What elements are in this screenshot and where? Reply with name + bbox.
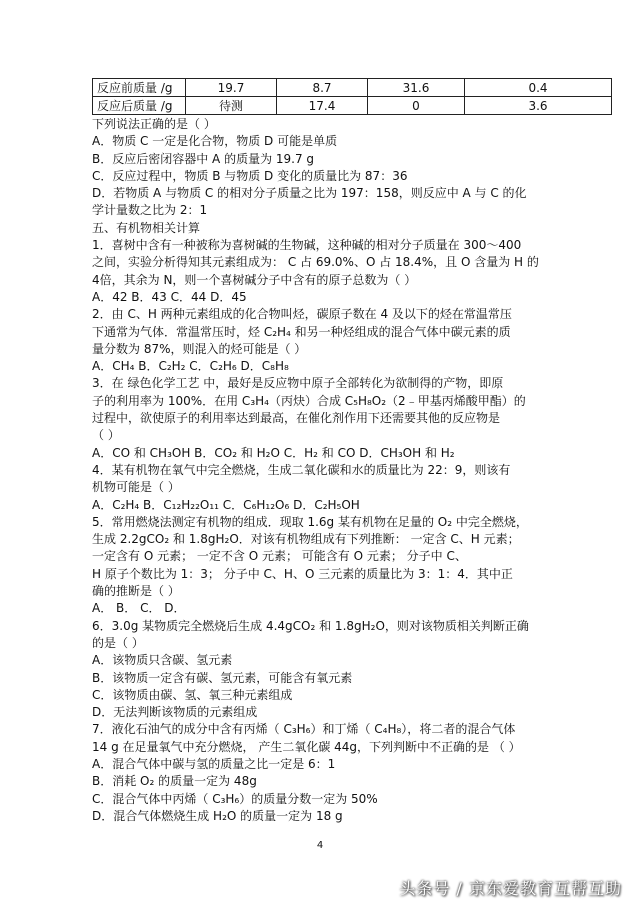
text-line: C．混合气体中丙烯（ C₃H₆）的质量分数一定为 50% [92,791,378,806]
table-cell: 17.4 [277,97,368,115]
text-line: D．若物质 A 与物质 C 的相对分子质量之比为 197：158，则反应中 A 与 C 的化 [92,186,527,201]
text-line: 下列说法正确的是（ ） [92,117,216,131]
text-line: 机物可能是（ ） [92,480,180,495]
text-line: 过程中，欲使原子的利用率达到最高，在催化剂作用下还需要其他的反应物是 [92,411,501,426]
table-cell: 待测 [186,97,277,115]
text-line: 4倍，其余为 N，则一个喜树碱分子中含有的原子总数为（ ） [92,272,417,287]
text-line: B．该物质一定含有碳、氢元素，可能含有氧元素 [92,670,353,685]
text-line: 学计量数之比为 2：1 [92,203,208,218]
text-line: 5．常用燃烧法测定有机物的组成．现取 1.6g 某有机物在足量的 O₂ 中完全燃烧， [92,514,528,529]
text-line: 量分数为 87%，则混入的烃可能是（ ） [92,341,307,356]
text-line: A．CH₄ B．C₂H₂ C．C₂H₆ D．C₈H₈ [92,359,289,374]
table-cell: 3.6 [465,97,612,115]
text-line: 确的推断是（ ） [92,584,180,599]
text-line: 五、有机物相关计算 [92,220,201,235]
table-row [93,79,612,97]
text-line: A．该物质只含碳、氢元素 [92,653,233,668]
text-line: 之间，实验分析得知其元素组成为： C 占 69.0%、O 占 18.4%，且 O 含量为 H 的 [92,255,539,270]
text-line: 6．3.0g 某物质完全燃烧后生成 4.4gCO₂ 和 1.8gH₂O，则对该物质相关判断正确 [92,618,529,633]
text-line: 的是（ ） [92,635,144,650]
text-line: 生成 2.2gCO₂ 和 1.8gH₂O．对该有机物组成有下列推断： 一定含 C、H 元素； [92,532,520,547]
text-line: （ ） [92,428,120,443]
text-line: C．该物质由碳、氢、氧三种元素组成 [92,687,293,702]
text-line: C．反应过程中，物质 B 与物质 D 变化的质量比为 87：36 [92,168,408,183]
text-line: 1．喜树中含有一种被称为喜树碱的生物碱，这种碱的相对分子质量在 300～400 [92,238,522,253]
text-line: A．42 B．43 C．44 D．45 [92,289,247,304]
text-line: A．物质 C 一定是化合物，物质 D 可能是单质 [92,134,338,149]
mass-table [92,78,612,115]
text-line: B．消耗 O₂ 的质量一定为 48g [92,774,257,789]
text-line: 4．某有机物在氧气中完全燃烧，生成二氧化碳和水的质量比为 22：9，则该有 [92,462,511,477]
table-cell: 0 [368,97,465,115]
text-line: A． B． C． D． [92,601,186,616]
page-number: 4 [316,840,324,851]
text-line: 14 g 在足量氧气中充分燃烧， 产生二氧化碳 44g，下列判断中不正确的是 （ ） [92,739,521,754]
text-line: B．反应后密闭容器中 A 的质量为 19.7 g [92,151,315,166]
question-text [92,116,562,825]
text-line: 3．在 绿色化学工艺 中，最好是反应物中原子全部转化为欲制得的产物，即原 [92,376,504,391]
text-line: 子的利用率为 100%．在用 C₃H₄（丙炔）合成 C₅H₈O₂（2﹣甲基丙烯酸甲酯）的 [92,393,526,408]
text-line: 下通常为气体．常温常压时，烃 C₂H₄ 和另一种烃组成的混合气体中碳元素的质 [92,324,511,339]
table-row [93,97,612,115]
watermark: 头条号 / 京东爱教育互帮互助 [399,879,622,898]
table-cell: 19.7 [186,79,277,97]
row-label: 反应前质量 /g [93,79,186,97]
table-cell: 31.6 [368,79,465,97]
row-label: 反应后质量 /g [93,97,186,115]
text-line: 2．由 C、H 两种元素组成的化合物叫烃，碳原子数在 4 及以下的烃在常温常压 [92,307,512,322]
text-line: 一定含有 O 元素； 一定不含 O 元素； 可能含有 O 元素； 分子中 C、 [92,549,467,564]
text-line: 7．液化石油气的成分中含有丙烯（ C₃H₆）和丁烯（ C₄H₈），将二者的混合气体 [92,722,516,737]
text-line: A．CO 和 CH₃OH B．CO₂ 和 H₂O C．H₂ 和 CO D．CH₃OH 和 H₂ [92,445,455,460]
text-line: D．混合气体燃烧生成 H₂O 的质量一定为 18 g [92,808,343,823]
table-cell: 0.4 [465,79,612,97]
table-cell: 8.7 [277,79,368,97]
text-line: H 原子个数比为 1：3； 分子中 C、H、O 三元素的质量比为 3：1：4．其中正 [92,566,513,581]
text-line: A．混合气体中碳与氢的质量之比一定是 6：1 [92,756,336,771]
text-line: A．C₂H₄ B．C₁₂H₂₂O₁₁ C．C₆H₁₂O₆ D．C₂H₅OH [92,497,360,512]
text-line: D．无法判断该物质的元素组成 [92,705,258,720]
